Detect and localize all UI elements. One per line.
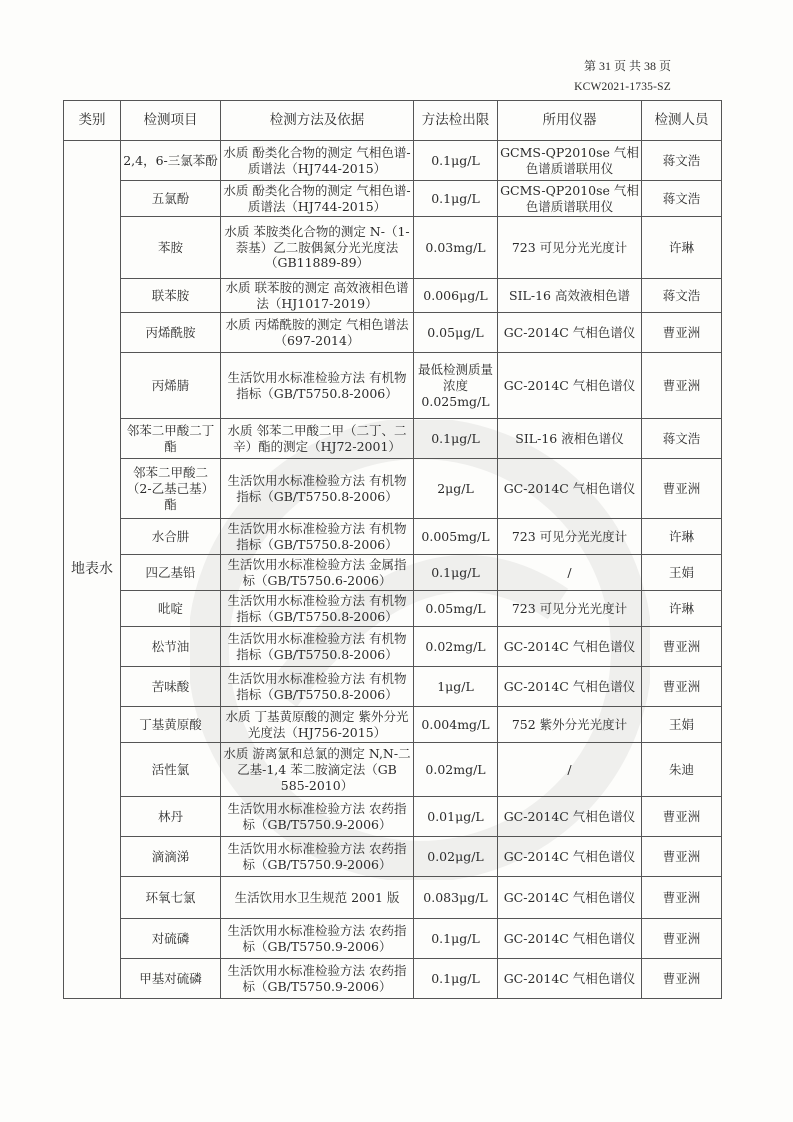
instrument-cell: GC-2014C 气相色谱仪 (498, 313, 642, 353)
method-cell: 生活饮用水标准检验方法 有机物指标（GB/T5750.8-2006） (221, 667, 414, 707)
method-cell: 生活饮用水标准检验方法 有机物指标（GB/T5750.8-2006） (221, 353, 414, 419)
item-cell: 林丹 (121, 797, 221, 837)
table-row (64, 555, 722, 591)
limit-cell: 0.05μg/L (414, 313, 498, 353)
table-row (64, 313, 722, 353)
table-row (64, 959, 722, 999)
instrument-cell: GC-2014C 气相色谱仪 (498, 959, 642, 999)
limit-cell: 0.02mg/L (414, 627, 498, 667)
person-cell: 王娟 (642, 707, 722, 743)
item-cell: 丙烯腈 (121, 353, 221, 419)
method-cell: 水质 丙烯酰胺的测定 气相色谱法（697-2014） (221, 313, 414, 353)
instrument-cell: 723 可见分光光度计 (498, 217, 642, 279)
person-cell: 曹亚洲 (642, 837, 722, 877)
table-row (64, 217, 722, 279)
method-cell: 生活饮用水标准检验方法 农药指标（GB/T5750.9-2006） (221, 919, 414, 959)
col-header-instrument: 所用仪器 (498, 101, 642, 141)
instrument-cell: GC-2014C 气相色谱仪 (498, 919, 642, 959)
item-cell: 滴滴涕 (121, 837, 221, 877)
table-row (64, 837, 722, 877)
person-cell: 曹亚洲 (642, 313, 722, 353)
table-row (64, 667, 722, 707)
person-cell: 许琳 (642, 217, 722, 279)
table-row (64, 797, 722, 837)
person-cell: 曹亚洲 (642, 919, 722, 959)
person-cell: 曹亚洲 (642, 667, 722, 707)
limit-cell: 0.02mg/L (414, 743, 498, 797)
table-row (64, 181, 722, 217)
item-cell: 邻苯二甲酸二丁酯 (121, 419, 221, 459)
limit-cell: 0.1μg/L (414, 555, 498, 591)
detection-table (63, 100, 722, 999)
person-cell: 曹亚洲 (642, 797, 722, 837)
method-cell: 生活饮用水标准检验方法 金属指标（GB/T5750.6-2006） (221, 555, 414, 591)
item-cell: 吡啶 (121, 591, 221, 627)
method-cell: 水质 联苯胺的测定 高效液相色谱法（HJ1017-2019） (221, 279, 414, 313)
item-cell: 五氯酚 (121, 181, 221, 217)
col-header-item: 检测项目 (121, 101, 221, 141)
instrument-cell: SIL-16 高效液相色谱 (498, 279, 642, 313)
person-cell: 朱迪 (642, 743, 722, 797)
limit-cell: 0.083μg/L (414, 877, 498, 919)
item-cell: 四乙基铅 (121, 555, 221, 591)
item-cell: 丙烯酰胺 (121, 313, 221, 353)
item-cell: 活性氯 (121, 743, 221, 797)
limit-cell: 0.1μg/L (414, 419, 498, 459)
item-cell: 苦味酸 (121, 667, 221, 707)
page-info: 第 31 页 共 38 页 (583, 59, 671, 73)
instrument-cell: GC-2014C 气相色谱仪 (498, 667, 642, 707)
limit-cell: 0.1μg/L (414, 919, 498, 959)
limit-cell: 2μg/L (414, 459, 498, 519)
person-cell: 王娟 (642, 555, 722, 591)
item-cell: 苯胺 (121, 217, 221, 279)
table-row (64, 919, 722, 959)
item-cell: 邻苯二甲酸二（2-乙基己基）酯 (121, 459, 221, 519)
table-row (64, 353, 722, 419)
instrument-cell: GC-2014C 气相色谱仪 (498, 627, 642, 667)
limit-cell: 0.02μg/L (414, 837, 498, 877)
method-cell: 生活饮用水标准检验方法 有机物指标（GB/T5750.8-2006） (221, 591, 414, 627)
method-cell: 水质 苯胺类化合物的测定 N-（1-萘基）乙二胺偶氮分光光度法（GB11889-89） (221, 217, 414, 279)
person-cell: 曹亚洲 (642, 627, 722, 667)
instrument-cell: GC-2014C 气相色谱仪 (498, 837, 642, 877)
person-cell: 曹亚洲 (642, 877, 722, 919)
table-row (64, 519, 722, 555)
method-cell: 水质 酚类化合物的测定 气相色谱-质谱法（HJ744-2015） (221, 181, 414, 217)
col-header-method: 检测方法及依据 (221, 101, 414, 141)
table-row (64, 459, 722, 519)
table-row (64, 627, 722, 667)
table-header-row (64, 101, 722, 141)
method-cell: 水质 酚类化合物的测定 气相色谱-质谱法（HJ744-2015） (221, 141, 414, 181)
person-cell: 蒋文浩 (642, 141, 722, 181)
instrument-cell: SIL-16 液相色谱仪 (498, 419, 642, 459)
person-cell: 曹亚洲 (642, 459, 722, 519)
method-cell: 生活饮用水标准检验方法 有机物指标（GB/T5750.8-2006） (221, 459, 414, 519)
instrument-cell: 723 可见分光光度计 (498, 519, 642, 555)
instrument-cell: GC-2014C 气相色谱仪 (498, 353, 642, 419)
limit-cell: 1μg/L (414, 667, 498, 707)
item-cell: 松节油 (121, 627, 221, 667)
page-header (574, 56, 671, 98)
method-cell: 生活饮用水标准检验方法 有机物指标（GB/T5750.8-2006） (221, 627, 414, 667)
table-row (64, 707, 722, 743)
table-row (64, 877, 722, 919)
table-row (64, 419, 722, 459)
instrument-cell: GCMS-QP2010se 气相色谱质谱联用仪 (498, 181, 642, 217)
table-row (64, 591, 722, 627)
method-cell: 生活饮用水卫生规范 2001 版 (221, 877, 414, 919)
instrument-cell: GC-2014C 气相色谱仪 (498, 797, 642, 837)
limit-cell: 0.05mg/L (414, 591, 498, 627)
person-cell: 蒋文浩 (642, 181, 722, 217)
table-row (64, 743, 722, 797)
instrument-cell: 752 紫外分光光度计 (498, 707, 642, 743)
item-cell: 甲基对硫磷 (121, 959, 221, 999)
limit-cell: 0.1μg/L (414, 959, 498, 999)
method-cell: 生活饮用水标准检验方法 农药指标（GB/T5750.9-2006） (221, 959, 414, 999)
method-cell: 生活饮用水标准检验方法 农药指标（GB/T5750.9-2006） (221, 837, 414, 877)
table-row (64, 279, 722, 313)
instrument-cell: / (498, 743, 642, 797)
method-cell: 水质 邻苯二甲酸二甲（二丁、二辛）酯的测定（HJ72-2001） (221, 419, 414, 459)
person-cell: 许琳 (642, 591, 722, 627)
instrument-cell: GC-2014C 气相色谱仪 (498, 459, 642, 519)
table-body (64, 141, 722, 999)
item-cell: 对硫磷 (121, 919, 221, 959)
limit-cell: 0.1μg/L (414, 181, 498, 217)
item-cell: 水合肼 (121, 519, 221, 555)
instrument-cell: GCMS-QP2010se 气相色谱质谱联用仪 (498, 141, 642, 181)
limit-cell: 0.006μg/L (414, 279, 498, 313)
item-cell: 联苯胺 (121, 279, 221, 313)
person-cell: 许琳 (642, 519, 722, 555)
instrument-cell: 723 可见分光光度计 (498, 591, 642, 627)
category-cell: 地表水 (64, 141, 121, 999)
instrument-cell: / (498, 555, 642, 591)
limit-cell: 0.1μg/L (414, 141, 498, 181)
report-code: KCW2021-1735-SZ (574, 81, 671, 93)
limit-cell: 0.004mg/L (414, 707, 498, 743)
item-cell: 环氧七氯 (121, 877, 221, 919)
limit-cell: 0.01μg/L (414, 797, 498, 837)
method-cell: 水质 游离氯和总氯的测定 N,N-二乙基-1,4 苯二胺滴定法（GB 585-2010） (221, 743, 414, 797)
person-cell: 蒋文浩 (642, 419, 722, 459)
table-row (64, 141, 722, 181)
limit-cell: 最低检测质量浓度 0.025mg/L (414, 353, 498, 419)
col-header-limit: 方法检出限 (414, 101, 498, 141)
person-cell: 曹亚洲 (642, 959, 722, 999)
col-header-category: 类别 (64, 101, 121, 141)
method-cell: 水质 丁基黄原酸的测定 紫外分光光度法（HJ756-2015） (221, 707, 414, 743)
limit-cell: 0.03mg/L (414, 217, 498, 279)
item-cell: 丁基黄原酸 (121, 707, 221, 743)
limit-cell: 0.005mg/L (414, 519, 498, 555)
col-header-person: 检测人员 (642, 101, 722, 141)
method-cell: 生活饮用水标准检验方法 农药指标（GB/T5750.9-2006） (221, 797, 414, 837)
person-cell: 蒋文浩 (642, 279, 722, 313)
method-cell: 生活饮用水标准检验方法 有机物指标（GB/T5750.8-2006） (221, 519, 414, 555)
instrument-cell: GC-2014C 气相色谱仪 (498, 877, 642, 919)
person-cell: 曹亚洲 (642, 353, 722, 419)
item-cell: 2,4，6-三氯苯酚 (121, 141, 221, 181)
